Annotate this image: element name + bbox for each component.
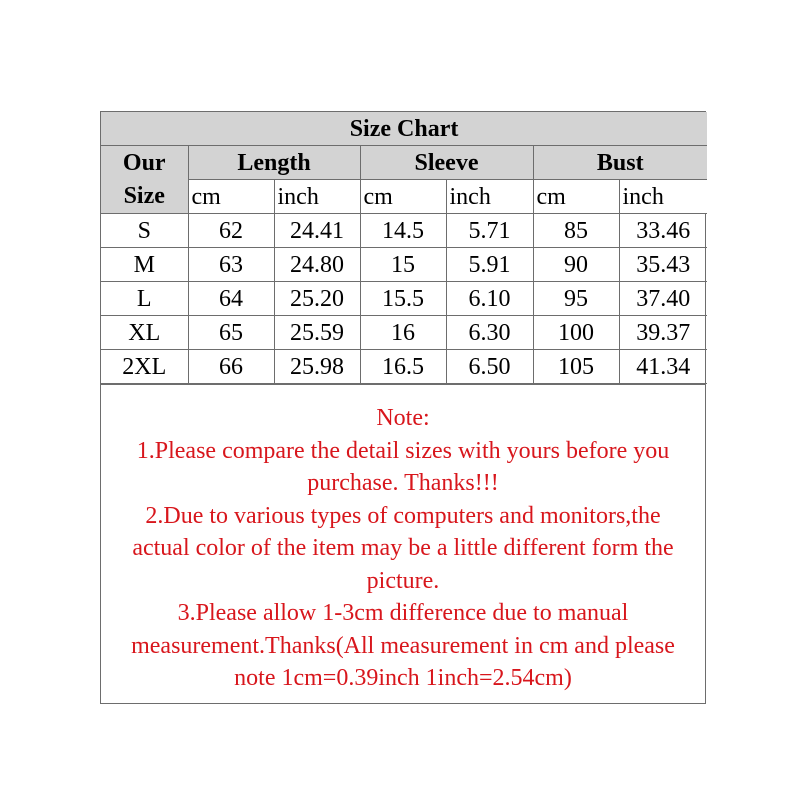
measurement-cell: 15 bbox=[360, 248, 446, 282]
measurement-cell: 25.59 bbox=[274, 316, 360, 350]
measurement-cell: 6.30 bbox=[446, 316, 533, 350]
size-label-cell: 2XL bbox=[101, 350, 188, 384]
bust-header: Bust bbox=[533, 146, 707, 180]
measurement-cell: 64 bbox=[188, 282, 274, 316]
unit-label: cm bbox=[360, 180, 446, 214]
table-row bbox=[101, 350, 707, 384]
unit-label: cm bbox=[188, 180, 274, 214]
measurement-cell: 5.71 bbox=[446, 214, 533, 248]
size-label-cell: L bbox=[101, 282, 188, 316]
note-line: picture. bbox=[366, 567, 440, 594]
measurement-cell: 95 bbox=[533, 282, 619, 316]
measurement-cell: 6.10 bbox=[446, 282, 533, 316]
unit-label: inch bbox=[619, 180, 707, 214]
our-size-line2: Size bbox=[123, 182, 165, 209]
measurement-cell: 39.37 bbox=[619, 316, 707, 350]
measurement-cell: 62 bbox=[188, 214, 274, 248]
measurement-cell: 15.5 bbox=[360, 282, 446, 316]
measurement-cell: 41.34 bbox=[619, 350, 707, 384]
note-line: purchase. Thanks!!! bbox=[307, 470, 499, 496]
note-line: 2.Due to various types of computers and monitors,the bbox=[145, 502, 661, 529]
measurement-cell: 5.91 bbox=[446, 248, 533, 282]
measurement-cell: 14.5 bbox=[360, 214, 446, 248]
measurement-cell: 66 bbox=[188, 350, 274, 384]
chart-title: Size Chart bbox=[101, 112, 707, 146]
our-size-header bbox=[101, 146, 188, 214]
size-label-cell: XL bbox=[101, 316, 188, 350]
measurement-cell: 100 bbox=[533, 316, 619, 350]
measurement-cell: 24.80 bbox=[274, 248, 360, 282]
measurement-cell: 16.5 bbox=[360, 350, 446, 384]
table-row bbox=[101, 248, 707, 282]
note-line: measurement.Thanks(All measurement in cm and please bbox=[131, 632, 675, 659]
measurement-cell: 16 bbox=[360, 316, 446, 350]
unit-label: inch bbox=[446, 180, 533, 214]
size-table bbox=[101, 112, 707, 384]
notes-section bbox=[101, 384, 705, 703]
measurement-cell: 35.43 bbox=[619, 248, 707, 282]
size-label-cell: M bbox=[101, 248, 188, 282]
measurement-cell: 65 bbox=[188, 316, 274, 350]
unit-label: inch bbox=[274, 180, 360, 214]
table-row bbox=[101, 316, 707, 350]
measurement-cell: 105 bbox=[533, 350, 619, 384]
measurement-cell: 33.46 bbox=[619, 214, 707, 248]
measurement-cell: 24.41 bbox=[274, 214, 360, 248]
sleeve-header: Sleeve bbox=[360, 146, 533, 180]
note-line: note 1cm=0.39inch 1inch=2.54cm) bbox=[234, 665, 572, 691]
note-line: actual color of the item may be a little different form the bbox=[132, 535, 674, 561]
note-line: 1.Please compare the detail sizes with yours before you bbox=[136, 437, 670, 464]
note-line: 3.Please allow 1-3cm difference due to manual bbox=[177, 600, 629, 626]
measurement-cell: 6.50 bbox=[446, 350, 533, 384]
length-header: Length bbox=[188, 146, 360, 180]
note-heading: Note: bbox=[376, 405, 430, 431]
measurement-cell: 37.40 bbox=[619, 282, 707, 316]
measurement-cell: 85 bbox=[533, 214, 619, 248]
table-row bbox=[101, 282, 707, 316]
measurement-cell: 25.98 bbox=[274, 350, 360, 384]
measurement-cell: 90 bbox=[533, 248, 619, 282]
unit-label: cm bbox=[533, 180, 619, 214]
size-label-cell: S bbox=[101, 214, 188, 248]
size-chart bbox=[100, 111, 706, 704]
measurement-cell: 63 bbox=[188, 248, 274, 282]
our-size-line1: Our bbox=[122, 150, 166, 177]
table-row bbox=[101, 214, 707, 248]
measurement-cell: 25.20 bbox=[274, 282, 360, 316]
